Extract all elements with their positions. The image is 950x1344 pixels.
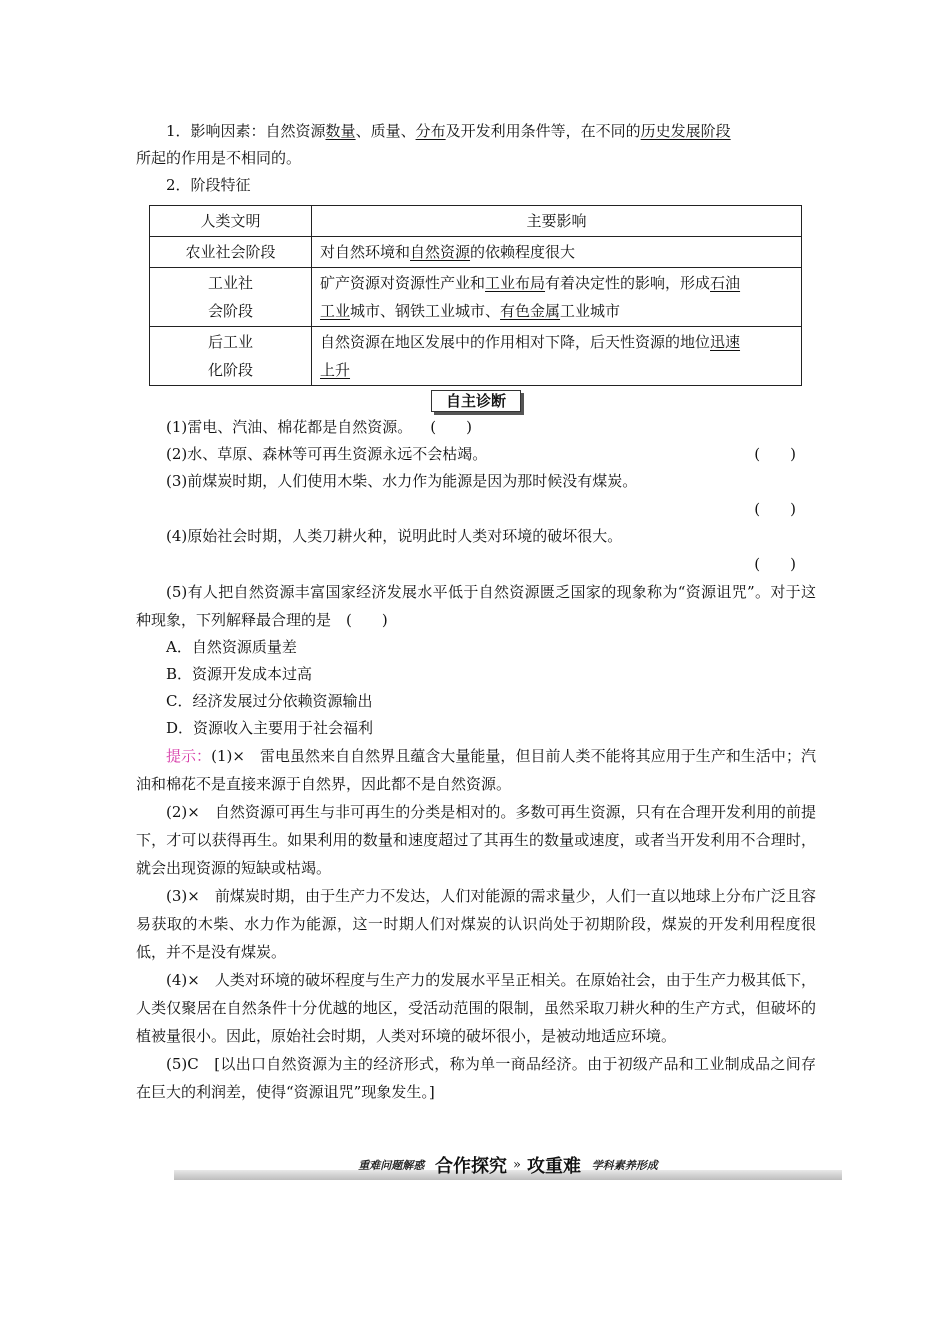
question-3: (3)前煤炭时期，人们使用木柴、水力作为能源是因为那时候没有煤炭。 — [166, 472, 638, 490]
row-postindustrial: 后工业 化阶段 — [150, 327, 312, 386]
answer-3: (3)× 前煤炭时期，由于生产力不发达，人们对能源的需求量少，人们一直以地球上分布广泛且容易获取的木柴、水力作为能源，这一时期人们对煤炭的认识尚处于初期阶段，煤炭的开发利用程度很低，并不是没有煤炭。 — [136, 887, 816, 961]
self-diagnosis-banner — [136, 390, 816, 412]
question-2: (2)水、草原、森林等可再生资源永远不会枯竭。 ( ) — [166, 445, 796, 463]
header-influence: 主要影响 — [312, 206, 802, 237]
footer-arrow-icon: » — [513, 1157, 521, 1173]
answer-5: (5)C [以出口自然资源为主的经济形式，称为单一商品经济。由于初级产品和工业制成品之间存在巨大的利润差，使得“资源诅咒”现象发生。] — [136, 1055, 816, 1101]
keyword-quantity: 数量 — [325, 122, 356, 140]
option-a: A．自然资源质量差 — [166, 638, 297, 656]
header-civilization: 人类文明 — [150, 206, 312, 237]
banner-title: 自主诊断 — [431, 390, 521, 412]
option-d: D．资源收入主要用于社会福利 — [166, 719, 374, 737]
option-c: C．经济发展过分依赖资源输出 — [166, 692, 373, 710]
footer-left-label: 重难问题解惑 — [358, 1159, 425, 1172]
factor-paragraph: 1．影响因素：自然资源数量、质量、分布及开发利用条件等，在不同的历史发展阶段 — [166, 122, 731, 140]
keyword-history-stage: 历史发展阶段 — [640, 122, 731, 140]
footer-title-2: 攻重难 — [526, 1156, 581, 1177]
option-b: B．资源开发成本过高 — [166, 665, 313, 683]
footer-right-label: 学科素养形成 — [591, 1159, 658, 1172]
row-postindustrial-influence: 自然资源在地区发展中的作用相对下降，后天性资源的地位迅速 上升 — [312, 327, 802, 386]
keyword-distribution: 分布 — [415, 122, 446, 140]
question-4-paren: ( ) — [754, 555, 796, 573]
table-row — [150, 268, 802, 327]
question-1: (1)雷电、汽油、棉花都是自然资源。 ( ) — [166, 418, 472, 436]
footer-title-1: 合作探究 — [435, 1156, 508, 1177]
answer-1: 提示：(1)× 雷电虽然来自自然界且蕴含大量能量，但目前人类不能将其应用于生产和生活中；汽油和棉花不是直接来源于自然界，因此都不是自然资源。 — [136, 747, 816, 793]
row-industrial: 工业社 会阶段 — [150, 268, 312, 327]
question-5: (5)有人把自然资源丰富国家经济发展水平低于自然资源匮乏国家的现象称为“资源诅咒”。对于这种现象，下列解释最合理的是 ( ) — [136, 583, 816, 629]
table-row — [150, 327, 802, 386]
tip-label: 提示： — [166, 747, 212, 765]
question-4: (4)原始社会时期，人类刀耕火种，说明此时人类对环境的破坏很大。 — [166, 527, 623, 545]
page-content — [136, 118, 816, 1106]
stage-table — [149, 205, 802, 386]
row-industrial-influence: 矿产资源对资源性产业和工业布局有着决定性的影响，形成石油 工业城市、钢铁工业城市、有色金属工业城市 — [312, 268, 802, 327]
stage-heading: 2．阶段特征 — [166, 176, 251, 194]
question-3-paren: ( ) — [754, 500, 796, 518]
factor-paragraph-tail: 所起的作用是不相同的。 — [136, 149, 302, 167]
answer-4: (4)× 人类对环境的破坏程度与生产力的发展水平呈正相关。在原始社会，由于生产力极其低下，人类仅聚居在自然条件十分优越的地区，受活动范围的限制，虽然采取刀耕火种的生产方式，但破坏的植被量很小。因此，原始社会时期，人类对环境的破坏很小，是被动地适应环境。 — [136, 971, 816, 1045]
answer-2: (2)× 自然资源可再生与非可再生的分类是相对的。多数可再生资源，只有在合理开发利用的前提下，才可以获得再生。如果利用的数量和速度超过了其再生的数量或速度，或者当开发利用不合理时，就会出现资源的短缺或枯竭。 — [136, 803, 816, 877]
table-header-row — [150, 206, 802, 237]
row-agriculture-influence: 对自然环境和自然资源的依赖程度很大 — [312, 237, 802, 268]
section-footer-banner — [174, 1150, 842, 1184]
row-agriculture: 农业社会阶段 — [150, 237, 312, 268]
table-row — [150, 237, 802, 268]
